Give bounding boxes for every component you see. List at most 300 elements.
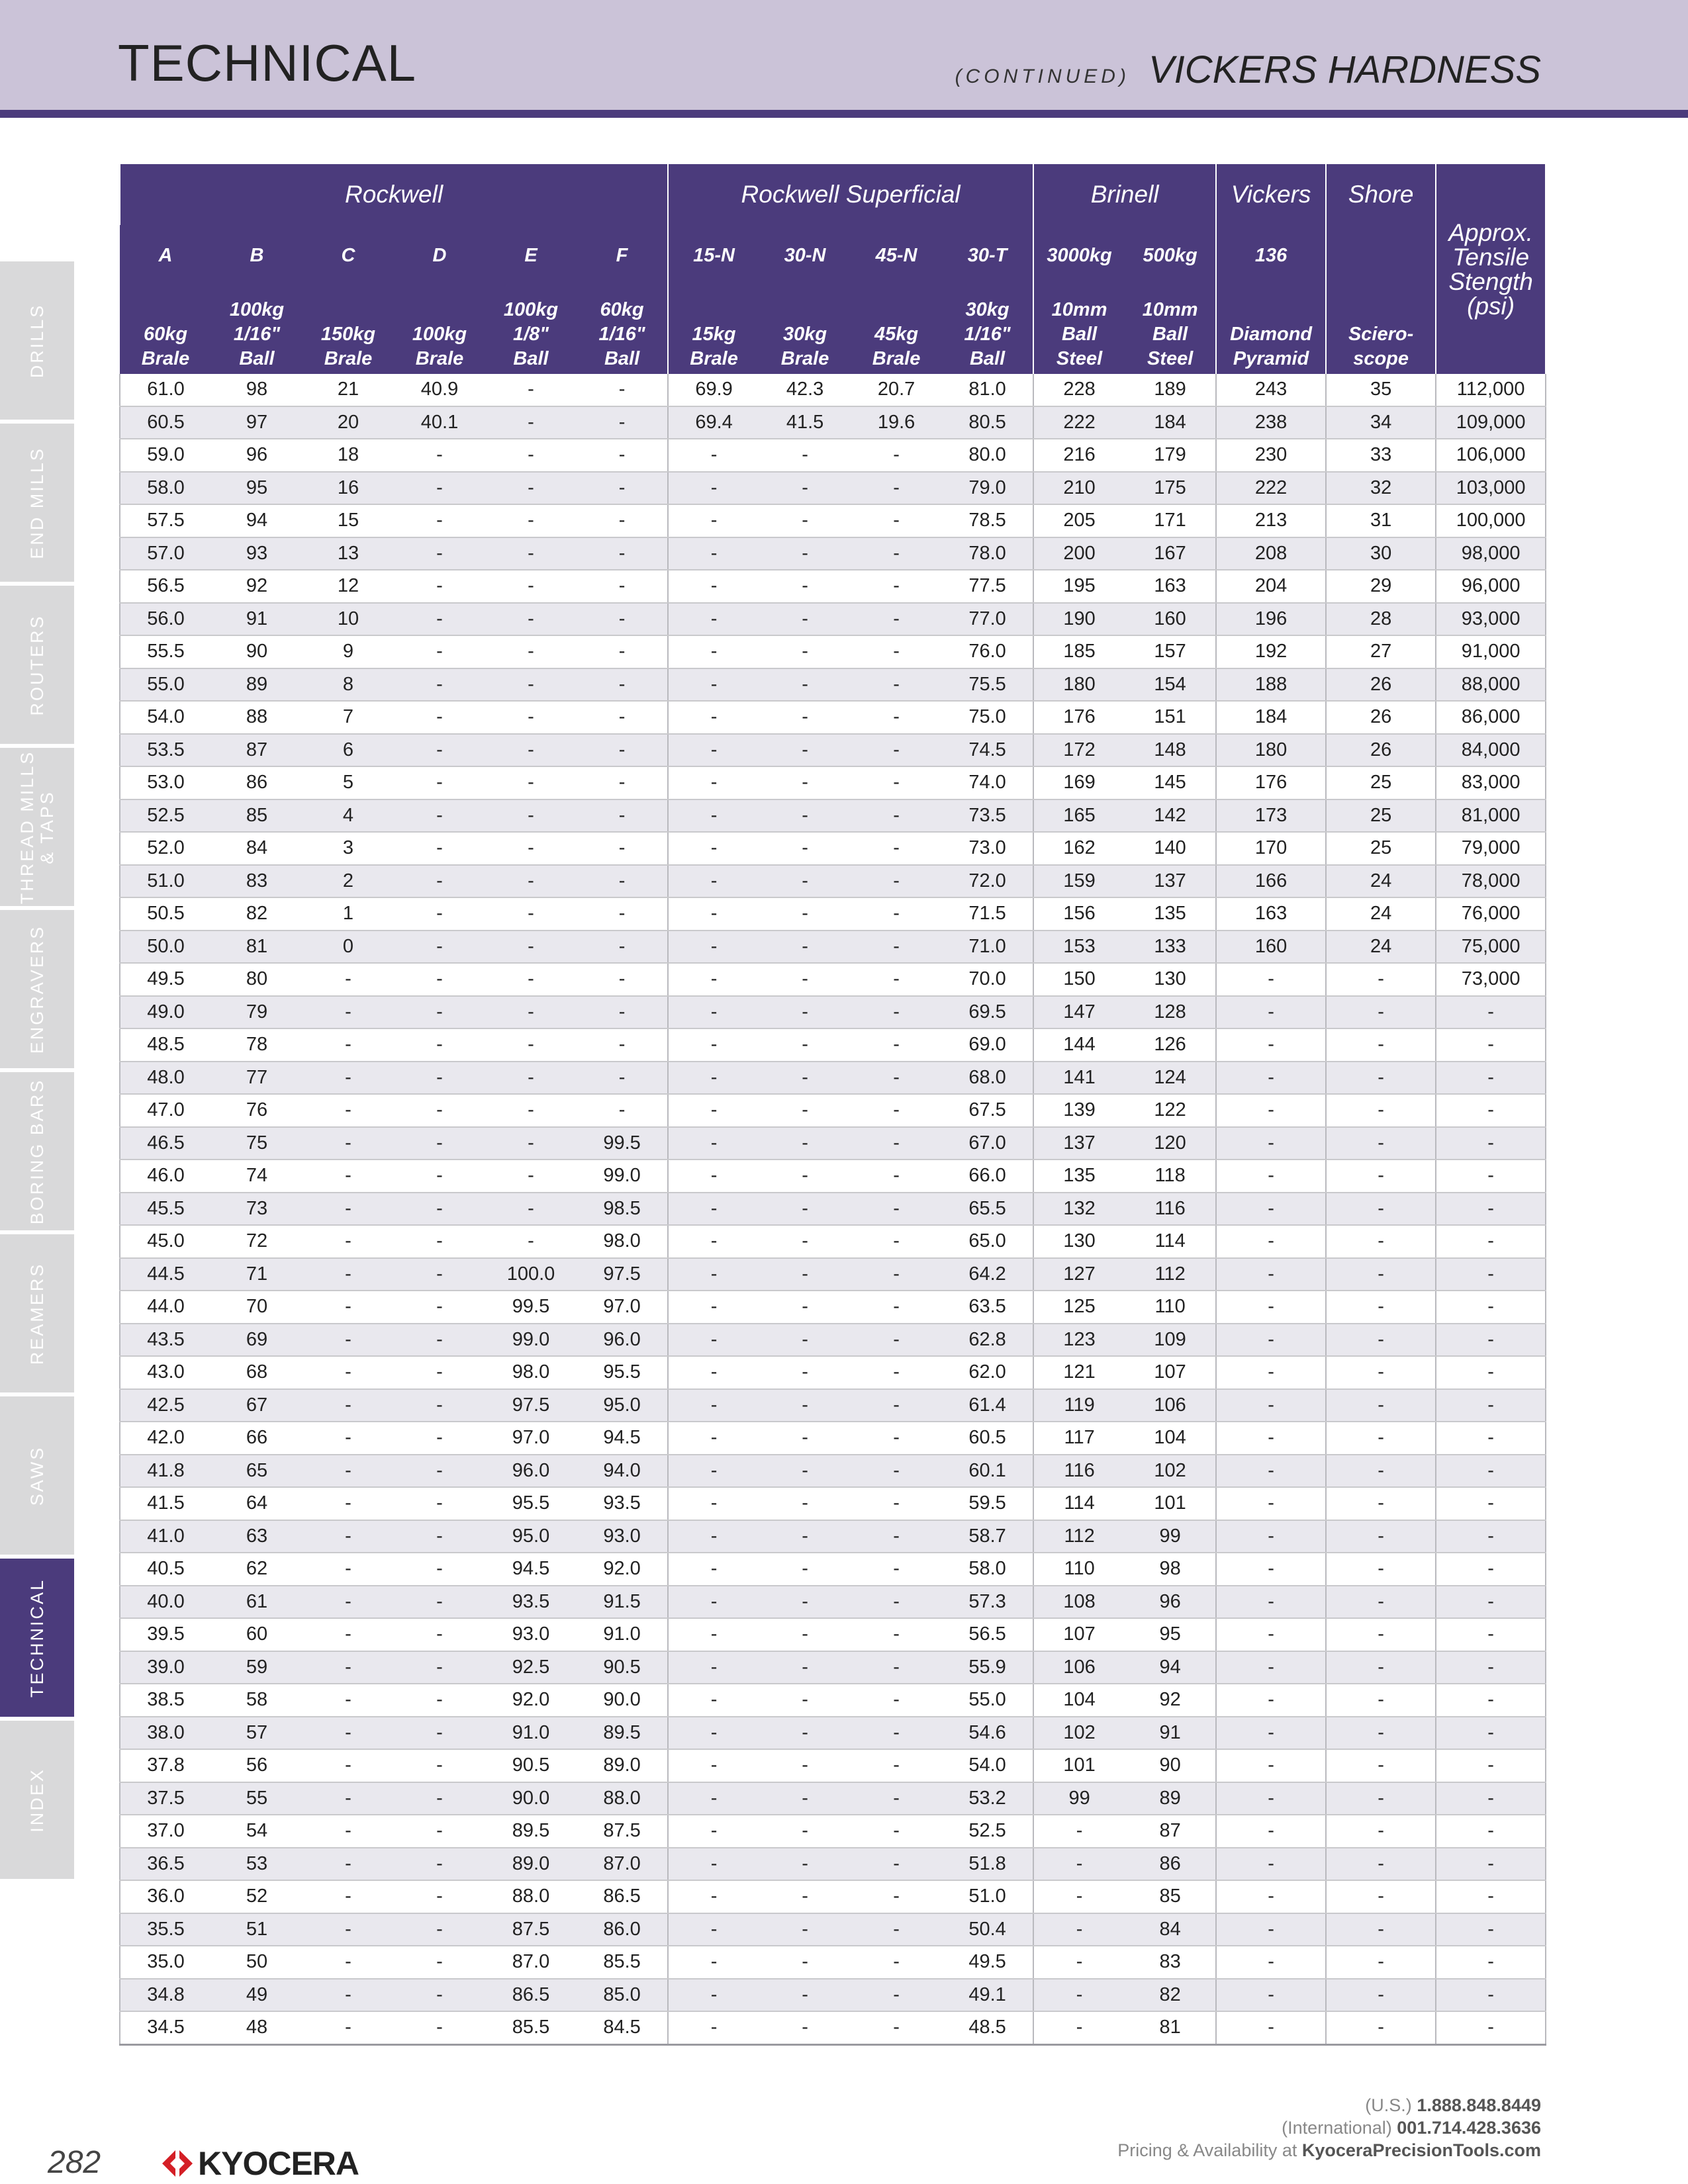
table-cell: 127	[1033, 1258, 1125, 1291]
section-subtitle	[955, 48, 1541, 92]
table-cell: -	[759, 1553, 851, 1586]
table-cell: 61.0	[120, 374, 211, 406]
table-cell: -	[485, 897, 577, 931]
table-cell: 112	[1033, 1520, 1125, 1553]
table-cell: 81.0	[942, 374, 1033, 406]
table-cell: 31	[1326, 504, 1436, 537]
table-cell: -	[303, 1749, 394, 1782]
table-cell: 79,000	[1436, 832, 1546, 865]
table-cell: -	[759, 1782, 851, 1815]
table-cell: 97.0	[485, 1422, 577, 1455]
table-cell: -	[577, 766, 668, 799]
table-cell: -	[1436, 1717, 1546, 1750]
table-cell: -	[759, 439, 851, 472]
table-cell: -	[668, 1979, 759, 2012]
table-cell: -	[394, 832, 485, 865]
table-cell: -	[303, 1291, 394, 1324]
unit-header: Diamond Pyramid	[1216, 286, 1326, 374]
table-row	[120, 1062, 1546, 1095]
table-cell: 41.5	[120, 1487, 211, 1520]
table-row	[120, 1455, 1546, 1488]
table-cell: -	[1216, 1225, 1326, 1258]
table-row	[120, 1225, 1546, 1258]
table-cell: -	[668, 766, 759, 799]
table-cell: 86.0	[577, 1913, 668, 1946]
table-cell: -	[668, 996, 759, 1029]
table-cell: -	[759, 1324, 851, 1357]
table-row	[120, 1618, 1546, 1651]
table-cell: 139	[1033, 1094, 1125, 1127]
table-cell: -	[1326, 1848, 1436, 1881]
table-cell: 54.0	[120, 701, 211, 734]
table-cell: -	[1436, 1684, 1546, 1717]
table-cell: -	[759, 766, 851, 799]
table-cell: -	[394, 931, 485, 964]
table-cell: -	[668, 1094, 759, 1127]
tab-end-mills[interactable]	[0, 424, 74, 586]
table-cell: 192	[1216, 635, 1326, 668]
table-cell: 62	[211, 1553, 303, 1586]
table-cell: 38.5	[120, 1684, 211, 1717]
table-cell: -	[759, 1258, 851, 1291]
table-cell: -	[851, 1586, 942, 1619]
tab-index[interactable]	[0, 1721, 74, 1883]
table-cell: -	[303, 1324, 394, 1357]
table-cell: -	[851, 1324, 942, 1357]
scale-header-row	[120, 225, 1546, 286]
unit-header: 100kg 1/16" Ball	[211, 286, 303, 374]
table-row	[120, 1586, 1546, 1619]
table-cell: -	[851, 1782, 942, 1815]
table-cell: 54.6	[942, 1717, 1033, 1750]
table-cell: 43.0	[120, 1356, 211, 1389]
table-cell: 56.0	[120, 603, 211, 636]
table-cell: 93.5	[577, 1487, 668, 1520]
table-cell: -	[1436, 1880, 1546, 1913]
table-cell: -	[759, 1520, 851, 1553]
table-cell: -	[851, 472, 942, 505]
table-cell: 89	[1125, 1782, 1216, 1815]
table-row	[120, 1389, 1546, 1422]
table-cell: 188	[1216, 668, 1326, 702]
table-cell: -	[303, 1946, 394, 1979]
table-cell: -	[485, 472, 577, 505]
table-cell: -	[851, 1553, 942, 1586]
table-cell: -	[1326, 1422, 1436, 1455]
table-cell: 42.5	[120, 1389, 211, 1422]
table-cell: 91,000	[1436, 635, 1546, 668]
table-cell: 91	[1125, 1717, 1216, 1750]
table-cell: -	[1326, 2011, 1436, 2044]
table-cell: 65	[211, 1455, 303, 1488]
table-row	[120, 1160, 1546, 1193]
table-cell: -	[851, 1225, 942, 1258]
table-cell: 110	[1033, 1553, 1125, 1586]
table-cell: 166	[1216, 865, 1326, 898]
table-cell: -	[759, 1880, 851, 1913]
table-cell: 55	[211, 1782, 303, 1815]
table-cell: 135	[1125, 897, 1216, 931]
table-cell: 59.0	[120, 439, 211, 472]
table-cell: 82	[1125, 1979, 1216, 2012]
table-cell: 55.0	[942, 1684, 1033, 1717]
table-cell: 99.5	[485, 1291, 577, 1324]
table-cell: 94.5	[485, 1553, 577, 1586]
table-cell: -	[668, 2011, 759, 2044]
table-cell: 200	[1033, 537, 1125, 570]
table-body	[120, 374, 1546, 2044]
table-cell: 99.5	[577, 1127, 668, 1160]
table-row	[120, 439, 1546, 472]
table-cell: 133	[1125, 931, 1216, 964]
table-cell: -	[394, 1487, 485, 1520]
table-cell: -	[1326, 1913, 1436, 1946]
table-cell: 95.5	[577, 1356, 668, 1389]
table-cell: -	[394, 504, 485, 537]
table-cell: -	[303, 1717, 394, 1750]
scale-header: 30-N	[759, 225, 851, 286]
table-cell: 60.5	[120, 406, 211, 439]
table-cell: 27	[1326, 635, 1436, 668]
table-cell: -	[303, 1586, 394, 1619]
table-cell: 44.5	[120, 1258, 211, 1291]
table-row	[120, 472, 1546, 505]
table-cell: 53.2	[942, 1782, 1033, 1815]
table-cell: -	[1216, 1586, 1326, 1619]
table-cell: 97.0	[577, 1291, 668, 1324]
table-cell: -	[394, 1717, 485, 1750]
table-row	[120, 1487, 1546, 1520]
scale-header: 45-N	[851, 225, 942, 286]
tab-boring-bars[interactable]	[0, 1072, 74, 1234]
table-cell: 41.0	[120, 1520, 211, 1553]
table-cell: 82	[211, 897, 303, 931]
table-cell: -	[303, 1062, 394, 1095]
table-cell: -	[851, 963, 942, 996]
table-cell: -	[1326, 1193, 1436, 1226]
table-cell: -	[668, 1324, 759, 1357]
table-cell: 75.5	[942, 668, 1033, 702]
table-cell: -	[759, 1356, 851, 1389]
table-cell: -	[668, 635, 759, 668]
table-cell: 93.5	[485, 1586, 577, 1619]
table-cell: 54.0	[942, 1749, 1033, 1782]
table-cell: -	[394, 1127, 485, 1160]
table-cell: 90.0	[577, 1684, 668, 1717]
table-cell: -	[1216, 1782, 1326, 1815]
table-cell: 55.9	[942, 1651, 1033, 1684]
table-cell: -	[1326, 1684, 1436, 1717]
table-cell: -	[1216, 1684, 1326, 1717]
table-cell: -	[1326, 1356, 1436, 1389]
table-cell: 37.5	[120, 1782, 211, 1815]
table-cell: 83,000	[1436, 766, 1546, 799]
table-cell: -	[1436, 1356, 1546, 1389]
table-cell: 98	[211, 374, 303, 406]
table-cell: 49.0	[120, 996, 211, 1029]
table-cell: -	[668, 1684, 759, 1717]
table-cell: 208	[1216, 537, 1326, 570]
table-cell: -	[485, 603, 577, 636]
table-cell: -	[668, 1782, 759, 1815]
table-cell: 91.5	[577, 1586, 668, 1619]
table-cell: 58.0	[120, 472, 211, 505]
table-cell: 106	[1125, 1389, 1216, 1422]
group-header-rockwell-superficial: Rockwell Superficial	[668, 164, 1033, 225]
table-row	[120, 766, 1546, 799]
table-cell: 74.5	[942, 734, 1033, 767]
contact-info	[1117, 2094, 1541, 2161]
table-cell: -	[1216, 1127, 1326, 1160]
table-cell: -	[485, 734, 577, 767]
table-cell: 68	[211, 1356, 303, 1389]
table-cell: 90	[1125, 1749, 1216, 1782]
table-cell: 58.7	[942, 1520, 1033, 1553]
table-cell: -	[1216, 1749, 1326, 1782]
table-cell: -	[851, 832, 942, 865]
table-cell: 96	[211, 439, 303, 472]
table-cell: 137	[1125, 865, 1216, 898]
scale-header: B	[211, 225, 303, 286]
table-cell: 114	[1125, 1225, 1216, 1258]
table-cell: 69	[211, 1324, 303, 1357]
table-cell: -	[1436, 1455, 1546, 1488]
table-cell: 62.0	[942, 1356, 1033, 1389]
table-cell: 53.5	[120, 734, 211, 767]
tab-engravers[interactable]	[0, 910, 74, 1072]
table-row	[120, 1193, 1546, 1226]
table-row	[120, 1291, 1546, 1324]
table-cell: 51.0	[942, 1880, 1033, 1913]
table-cell: 76.0	[942, 635, 1033, 668]
table-cell: -	[851, 504, 942, 537]
table-row	[120, 537, 1546, 570]
table-cell: 184	[1216, 701, 1326, 734]
table-cell: 84,000	[1436, 734, 1546, 767]
tab-technical[interactable]	[0, 1559, 74, 1721]
scale-header: F	[577, 225, 668, 286]
page-number: 282	[48, 2145, 101, 2180]
table-cell: 123	[1033, 1324, 1125, 1357]
tab-routers[interactable]	[0, 586, 74, 748]
table-cell: 140	[1125, 832, 1216, 865]
table-cell: -	[394, 963, 485, 996]
table-cell: -	[485, 701, 577, 734]
table-row	[120, 1422, 1546, 1455]
table-cell: 40.0	[120, 1586, 211, 1619]
unit-header-row	[120, 286, 1546, 374]
website-line	[1117, 2139, 1541, 2161]
table-cell: 50	[211, 1946, 303, 1979]
table-cell: -	[1216, 1389, 1326, 1422]
tab-saws[interactable]	[0, 1396, 74, 1559]
table-cell: -	[759, 897, 851, 931]
table-cell: -	[668, 1422, 759, 1455]
table-cell: 52.0	[120, 832, 211, 865]
table-cell: 78.0	[942, 537, 1033, 570]
group-header-vickers: Vickers	[1216, 164, 1326, 225]
table-cell: 40.9	[394, 374, 485, 406]
table-cell: 180	[1033, 668, 1125, 702]
table-cell: -	[485, 1094, 577, 1127]
table-cell: -	[1326, 1028, 1436, 1062]
table-row	[120, 1880, 1546, 1913]
table-cell: 8	[303, 668, 394, 702]
table-cell: -	[759, 996, 851, 1029]
table-cell: -	[577, 1062, 668, 1095]
table-cell: 67.5	[942, 1094, 1033, 1127]
table-row	[120, 1684, 1546, 1717]
table-cell: 94.5	[577, 1422, 668, 1455]
table-cell: 69.5	[942, 996, 1033, 1029]
table-cell: 13	[303, 537, 394, 570]
table-cell: 24	[1326, 865, 1436, 898]
table-cell: 167	[1125, 537, 1216, 570]
table-cell: -	[1436, 1782, 1546, 1815]
table-cell: 141	[1033, 1062, 1125, 1095]
table-cell: -	[1033, 1979, 1125, 2012]
table-cell: 210	[1033, 472, 1125, 505]
table-cell: -	[759, 963, 851, 996]
table-cell: 25	[1326, 799, 1436, 833]
table-cell: -	[303, 1618, 394, 1651]
table-cell: -	[1436, 1225, 1546, 1258]
table-cell: 26	[1326, 734, 1436, 767]
table-cell: -	[1326, 1749, 1436, 1782]
table-cell: -	[1216, 1094, 1326, 1127]
table-cell: -	[303, 1193, 394, 1226]
website-link[interactable]: KyoceraPrecisionTools.com	[1301, 2140, 1541, 2160]
table-cell: 45.0	[120, 1225, 211, 1258]
scale-header: A	[120, 225, 211, 286]
us-label: (U.S.)	[1365, 2095, 1412, 2115]
table-cell: -	[485, 635, 577, 668]
scale-header: D	[394, 225, 485, 286]
intl-label: (International)	[1282, 2118, 1392, 2138]
table-cell: -	[394, 1324, 485, 1357]
table-cell: 71	[211, 1258, 303, 1291]
table-cell: 107	[1033, 1618, 1125, 1651]
tab-reamers[interactable]	[0, 1234, 74, 1396]
table-cell: 4	[303, 799, 394, 833]
table-cell: -	[1326, 1291, 1436, 1324]
table-cell: -	[851, 1422, 942, 1455]
scale-header: 3000kg	[1033, 225, 1125, 286]
us-phone-line	[1117, 2094, 1541, 2116]
table-cell: 172	[1033, 734, 1125, 767]
table-cell: -	[303, 1520, 394, 1553]
table-cell: 34.8	[120, 1979, 211, 2012]
unit-header: 10mm Ball Steel	[1033, 286, 1125, 374]
table-cell: -	[668, 1913, 759, 1946]
table-cell: -	[851, 1979, 942, 2012]
table-cell: -	[394, 1028, 485, 1062]
table-cell: 75.0	[942, 701, 1033, 734]
table-cell: 108	[1033, 1586, 1125, 1619]
table-cell: 57.0	[120, 537, 211, 570]
table-cell: 176	[1216, 766, 1326, 799]
table-cell: -	[1326, 1324, 1436, 1357]
table-cell: 41.5	[759, 406, 851, 439]
tab-thread-mills-taps[interactable]	[0, 748, 74, 910]
table-cell: -	[577, 570, 668, 603]
tab-label: SAWS	[27, 1445, 47, 1506]
table-cell: -	[759, 1127, 851, 1160]
table-cell: 15	[303, 504, 394, 537]
table-cell: -	[668, 1160, 759, 1193]
table-cell: -	[759, 1422, 851, 1455]
table-cell: 157	[1125, 635, 1216, 668]
table-cell: 74	[211, 1160, 303, 1193]
table-cell: 230	[1216, 439, 1326, 472]
table-cell: 55.5	[120, 635, 211, 668]
table-cell: 46.5	[120, 1127, 211, 1160]
table-cell: -	[851, 2011, 942, 2044]
table-cell: 163	[1216, 897, 1326, 931]
table-cell: 42.0	[120, 1422, 211, 1455]
table-cell: 189	[1125, 374, 1216, 406]
kyocera-logo-icon	[162, 2148, 193, 2179]
tab-label: REAMERS	[27, 1262, 47, 1365]
table-cell: -	[1436, 1193, 1546, 1226]
table-cell: -	[1436, 1651, 1546, 1684]
unit-header: 30kg 1/16" Ball	[942, 286, 1033, 374]
table-cell: -	[759, 1586, 851, 1619]
table-cell: 48.0	[120, 1062, 211, 1095]
table-cell: -	[668, 1717, 759, 1750]
table-cell: -	[394, 865, 485, 898]
table-cell: -	[668, 1749, 759, 1782]
table-cell: -	[394, 570, 485, 603]
table-cell: 73.0	[942, 832, 1033, 865]
table-cell: -	[485, 439, 577, 472]
table-cell: -	[394, 1684, 485, 1717]
table-cell: 216	[1033, 439, 1125, 472]
table-cell: 180	[1216, 734, 1326, 767]
table-cell: 88.0	[485, 1880, 577, 1913]
table-cell: -	[1216, 1291, 1326, 1324]
table-cell: -	[394, 1520, 485, 1553]
tab-drills[interactable]	[0, 261, 74, 424]
table-cell: 50.5	[120, 897, 211, 931]
table-cell: 213	[1216, 504, 1326, 537]
table-cell: 94.0	[577, 1455, 668, 1488]
table-cell: -	[1033, 1913, 1125, 1946]
table-cell: 76	[211, 1094, 303, 1127]
table-cell: 73,000	[1436, 963, 1546, 996]
table-cell: 106	[1033, 1651, 1125, 1684]
table-cell: -	[394, 1553, 485, 1586]
table-cell: 160	[1216, 931, 1326, 964]
table-cell: -	[851, 734, 942, 767]
table-cell: -	[1216, 1062, 1326, 1095]
table-cell: -	[577, 603, 668, 636]
table-cell: -	[668, 1520, 759, 1553]
table-cell: -	[1436, 1815, 1546, 1848]
table-cell: 109	[1125, 1324, 1216, 1357]
table-cell: -	[394, 734, 485, 767]
table-cell: -	[1216, 996, 1326, 1029]
table-cell: -	[577, 439, 668, 472]
table-row	[120, 701, 1546, 734]
table-cell: 71.5	[942, 897, 1033, 931]
table-cell: 132	[1033, 1193, 1125, 1226]
table-cell: 77.0	[942, 603, 1033, 636]
table-cell: -	[394, 537, 485, 570]
table-cell: -	[759, 603, 851, 636]
table-cell: -	[668, 537, 759, 570]
table-cell: 148	[1125, 734, 1216, 767]
